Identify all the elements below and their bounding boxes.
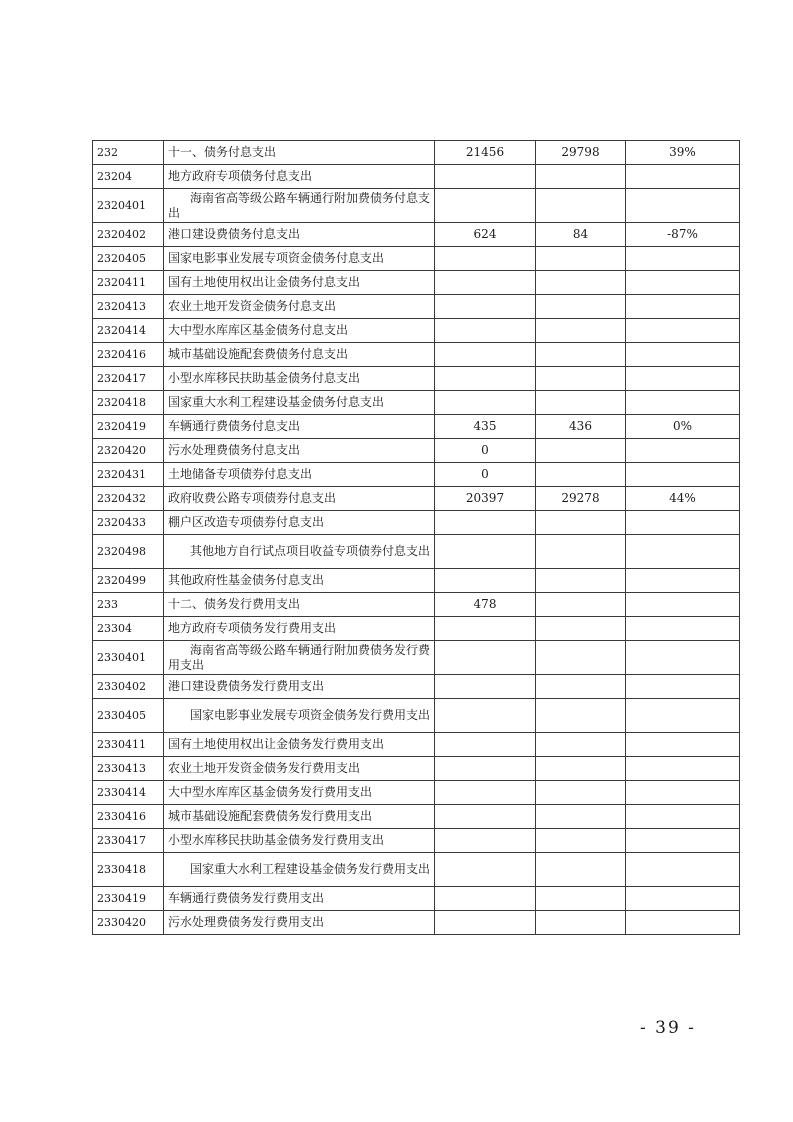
cell-code: 2330419	[93, 887, 164, 911]
cell-value-2	[536, 189, 626, 223]
table-row	[93, 593, 740, 617]
table-row	[93, 319, 740, 343]
table-row	[93, 271, 740, 295]
cell-name: 海南省高等级公路车辆通行附加费债务付息支出	[164, 189, 435, 223]
cell-code: 2330413	[93, 757, 164, 781]
table-row	[93, 463, 740, 487]
cell-value-3	[626, 617, 740, 641]
cell-value-2	[536, 733, 626, 757]
cell-value-1: 478	[435, 593, 536, 617]
cell-name: 农业土地开发资金债务付息支出	[164, 295, 435, 319]
cell-code: 2330420	[93, 911, 164, 935]
cell-code: 2330417	[93, 829, 164, 853]
cell-value-2	[536, 165, 626, 189]
cell-name: 城市基础设施配套费债务付息支出	[164, 343, 435, 367]
table-row	[93, 887, 740, 911]
cell-value-3	[626, 593, 740, 617]
cell-value-3: 0%	[626, 415, 740, 439]
table-row	[93, 511, 740, 535]
cell-value-2	[536, 367, 626, 391]
cell-code: 2320432	[93, 487, 164, 511]
cell-value-3	[626, 733, 740, 757]
cell-code: 2320402	[93, 223, 164, 247]
table-row	[93, 829, 740, 853]
cell-name: 其他地方自行试点项目收益专项债券付息支出	[164, 535, 435, 569]
cell-name: 小型水库移民扶助基金债务付息支出	[164, 367, 435, 391]
cell-code: 2320433	[93, 511, 164, 535]
cell-name: 土地储备专项债券付息支出	[164, 463, 435, 487]
cell-code: 2330416	[93, 805, 164, 829]
cell-value-3	[626, 367, 740, 391]
cell-name: 车辆通行费债务发行费用支出	[164, 887, 435, 911]
cell-value-1	[435, 805, 536, 829]
cell-code: 2320416	[93, 343, 164, 367]
cell-code: 2330418	[93, 853, 164, 887]
cell-name: 污水处理费债务发行费用支出	[164, 911, 435, 935]
cell-name: 地方政府专项债务付息支出	[164, 165, 435, 189]
cell-name: 棚户区改造专项债券付息支出	[164, 511, 435, 535]
table-row	[93, 223, 740, 247]
table-row	[93, 569, 740, 593]
cell-value-1: 20397	[435, 487, 536, 511]
cell-value-3	[626, 343, 740, 367]
cell-value-3	[626, 247, 740, 271]
cell-code: 2320419	[93, 415, 164, 439]
cell-name: 国家电影事业发展专项资金债务付息支出	[164, 247, 435, 271]
cell-value-3	[626, 829, 740, 853]
cell-value-1: 0	[435, 439, 536, 463]
budget-table	[92, 140, 740, 935]
cell-code: 2320431	[93, 463, 164, 487]
cell-code: 2330402	[93, 675, 164, 699]
cell-value-3	[626, 911, 740, 935]
cell-code: 23204	[93, 165, 164, 189]
cell-value-2	[536, 439, 626, 463]
cell-value-2	[536, 675, 626, 699]
table-row	[93, 641, 740, 675]
cell-value-3	[626, 189, 740, 223]
cell-value-3	[626, 569, 740, 593]
table-row	[93, 165, 740, 189]
cell-name: 其他政府性基金债务付息支出	[164, 569, 435, 593]
cell-value-1	[435, 319, 536, 343]
cell-value-1	[435, 829, 536, 853]
cell-name: 港口建设费债务付息支出	[164, 223, 435, 247]
cell-name: 地方政府专项债务发行费用支出	[164, 617, 435, 641]
cell-value-3	[626, 805, 740, 829]
cell-value-3: 44%	[626, 487, 740, 511]
cell-name: 港口建设费债务发行费用支出	[164, 675, 435, 699]
cell-value-2	[536, 781, 626, 805]
cell-value-2	[536, 805, 626, 829]
cell-code: 2320401	[93, 189, 164, 223]
cell-name: 政府收费公路专项债券付息支出	[164, 487, 435, 511]
cell-value-2	[536, 617, 626, 641]
cell-code: 2320418	[93, 391, 164, 415]
cell-name: 国有土地使用权出让金债务付息支出	[164, 271, 435, 295]
cell-name: 大中型水库库区基金债务付息支出	[164, 319, 435, 343]
cell-value-2	[536, 271, 626, 295]
cell-value-1	[435, 781, 536, 805]
table-row	[93, 295, 740, 319]
table-row	[93, 805, 740, 829]
cell-value-2: 29278	[536, 487, 626, 511]
cell-value-3	[626, 165, 740, 189]
cell-value-3	[626, 887, 740, 911]
cell-value-1	[435, 247, 536, 271]
cell-value-1: 21456	[435, 141, 536, 165]
table-row	[93, 415, 740, 439]
cell-value-1	[435, 271, 536, 295]
table-row	[93, 675, 740, 699]
cell-value-1	[435, 165, 536, 189]
table-row	[93, 535, 740, 569]
cell-value-1	[435, 853, 536, 887]
cell-name: 车辆通行费债务付息支出	[164, 415, 435, 439]
table-row	[93, 733, 740, 757]
cell-value-3	[626, 535, 740, 569]
table-row	[93, 853, 740, 887]
table-row	[93, 391, 740, 415]
cell-value-3: -87%	[626, 223, 740, 247]
cell-value-3: 39%	[626, 141, 740, 165]
cell-code: 2320498	[93, 535, 164, 569]
cell-value-3	[626, 391, 740, 415]
cell-name: 污水处理费债务付息支出	[164, 439, 435, 463]
cell-name: 小型水库移民扶助基金债务发行费用支出	[164, 829, 435, 853]
cell-value-2: 436	[536, 415, 626, 439]
cell-value-3	[626, 271, 740, 295]
cell-code: 2330414	[93, 781, 164, 805]
cell-value-1	[435, 641, 536, 675]
cell-code: 23304	[93, 617, 164, 641]
cell-value-1	[435, 343, 536, 367]
cell-value-1: 0	[435, 463, 536, 487]
cell-value-3	[626, 439, 740, 463]
cell-code: 2320499	[93, 569, 164, 593]
cell-code: 2330411	[93, 733, 164, 757]
cell-name: 国家重大水利工程建设基金债务付息支出	[164, 391, 435, 415]
cell-value-1	[435, 911, 536, 935]
cell-code: 2320413	[93, 295, 164, 319]
cell-value-1	[435, 189, 536, 223]
cell-value-2	[536, 569, 626, 593]
table-row	[93, 911, 740, 935]
table-row	[93, 781, 740, 805]
cell-value-3	[626, 295, 740, 319]
cell-value-2	[536, 641, 626, 675]
cell-value-2	[536, 391, 626, 415]
cell-name: 国有土地使用权出让金债务发行费用支出	[164, 733, 435, 757]
cell-code: 2320411	[93, 271, 164, 295]
cell-value-2	[536, 757, 626, 781]
cell-value-2: 84	[536, 223, 626, 247]
cell-value-3	[626, 319, 740, 343]
cell-value-1	[435, 733, 536, 757]
cell-value-2	[536, 593, 626, 617]
cell-value-3	[626, 675, 740, 699]
cell-value-2: 29798	[536, 141, 626, 165]
cell-value-1: 624	[435, 223, 536, 247]
cell-value-2	[536, 535, 626, 569]
cell-value-2	[536, 511, 626, 535]
cell-value-1	[435, 569, 536, 593]
cell-value-2	[536, 295, 626, 319]
cell-code: 2320414	[93, 319, 164, 343]
cell-code: 2330401	[93, 641, 164, 675]
cell-value-1	[435, 887, 536, 911]
cell-code: 2320420	[93, 439, 164, 463]
cell-value-1	[435, 295, 536, 319]
cell-value-1: 435	[435, 415, 536, 439]
budget-table-body	[93, 141, 740, 935]
cell-name: 十二、债务发行费用支出	[164, 593, 435, 617]
cell-value-3	[626, 641, 740, 675]
cell-value-3	[626, 781, 740, 805]
cell-value-1	[435, 367, 536, 391]
cell-value-2	[536, 699, 626, 733]
table-row	[93, 487, 740, 511]
cell-code: 232	[93, 141, 164, 165]
cell-code: 2320405	[93, 247, 164, 271]
cell-code: 2320417	[93, 367, 164, 391]
table-row	[93, 617, 740, 641]
cell-value-1	[435, 675, 536, 699]
table-row	[93, 699, 740, 733]
cell-name: 海南省高等级公路车辆通行附加费债务发行费用支出	[164, 641, 435, 675]
table-row	[93, 439, 740, 463]
table-row	[93, 367, 740, 391]
cell-value-2	[536, 911, 626, 935]
cell-value-1	[435, 757, 536, 781]
cell-code: 2330405	[93, 699, 164, 733]
cell-value-3	[626, 511, 740, 535]
cell-name: 国家电影事业发展专项资金债务发行费用支出	[164, 699, 435, 733]
cell-code: 233	[93, 593, 164, 617]
cell-value-1	[435, 391, 536, 415]
table-row	[93, 141, 740, 165]
table-row	[93, 757, 740, 781]
cell-value-2	[536, 343, 626, 367]
table-row	[93, 247, 740, 271]
cell-value-2	[536, 887, 626, 911]
cell-name: 十一、债务付息支出	[164, 141, 435, 165]
table-row	[93, 189, 740, 223]
cell-name: 农业土地开发资金债务发行费用支出	[164, 757, 435, 781]
cell-value-3	[626, 699, 740, 733]
cell-value-1	[435, 617, 536, 641]
cell-name: 大中型水库库区基金债务发行费用支出	[164, 781, 435, 805]
cell-value-2	[536, 247, 626, 271]
page-number: - 39 -	[640, 1018, 696, 1038]
cell-value-2	[536, 853, 626, 887]
cell-value-2	[536, 829, 626, 853]
cell-name: 国家重大水利工程建设基金债务发行费用支出	[164, 853, 435, 887]
cell-name: 城市基础设施配套费债务发行费用支出	[164, 805, 435, 829]
cell-value-2	[536, 319, 626, 343]
cell-value-1	[435, 535, 536, 569]
cell-value-1	[435, 511, 536, 535]
cell-value-3	[626, 853, 740, 887]
cell-value-3	[626, 757, 740, 781]
cell-value-2	[536, 463, 626, 487]
cell-value-3	[626, 463, 740, 487]
cell-value-1	[435, 699, 536, 733]
table-row	[93, 343, 740, 367]
